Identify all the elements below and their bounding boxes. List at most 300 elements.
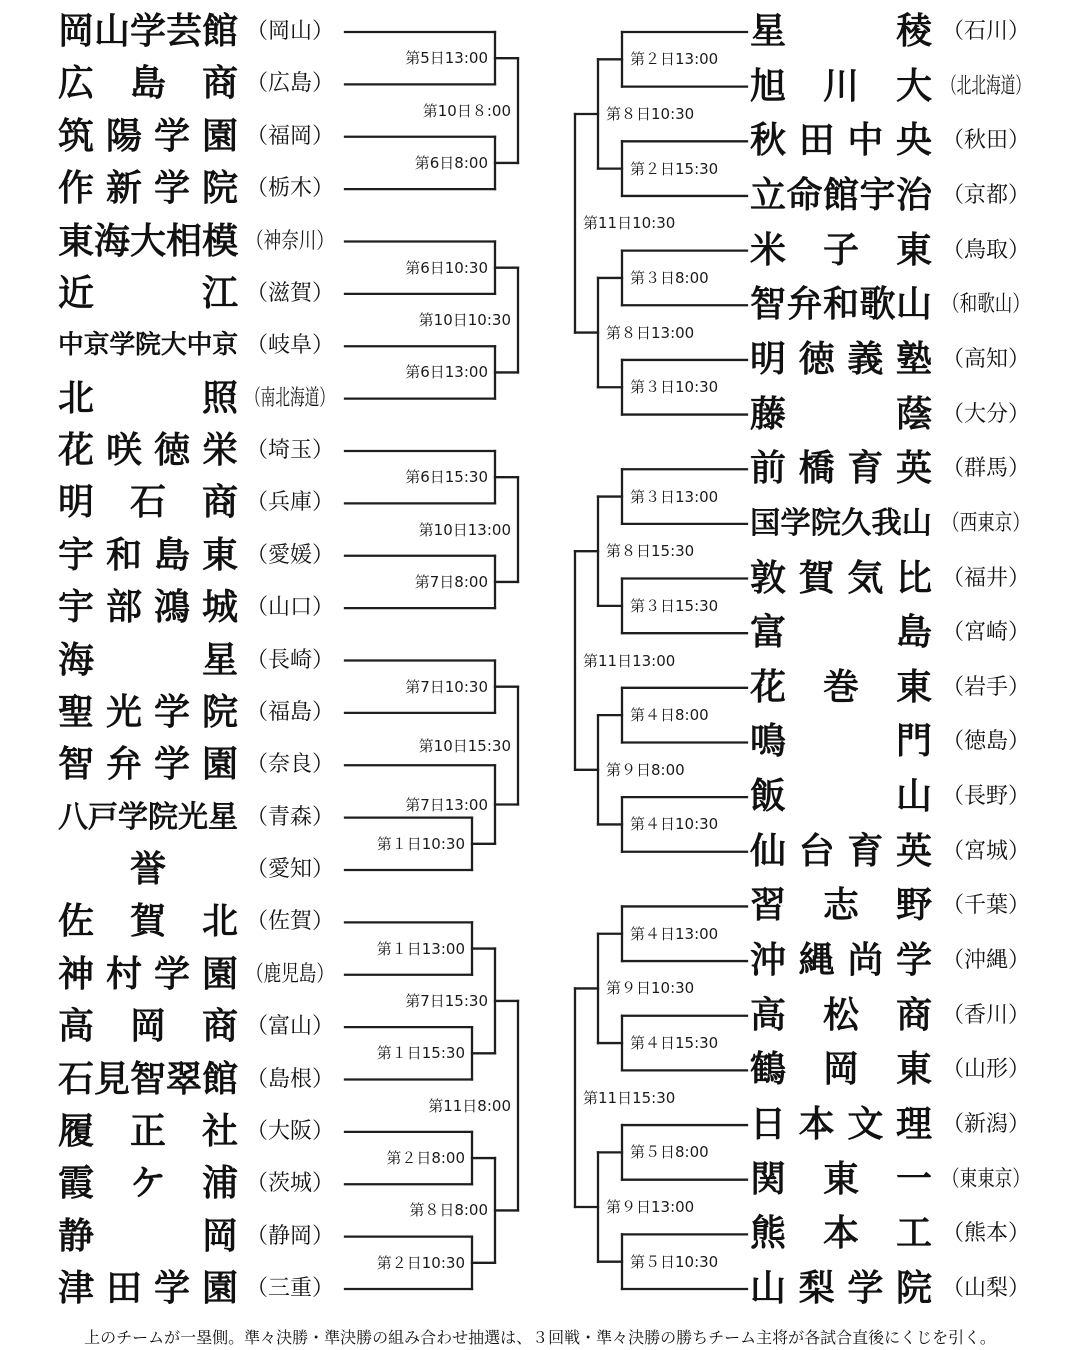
team-name-char: 岡 bbox=[822, 1049, 859, 1091]
team-name-char: 浦 bbox=[201, 1163, 238, 1205]
team-prefecture bbox=[942, 126, 1030, 156]
team-name-char: 園 bbox=[201, 115, 238, 157]
prefecture-label: （埼玉） bbox=[246, 438, 335, 463]
prefecture-label: （北北海道） bbox=[942, 73, 1031, 99]
team-name-char: 学 bbox=[153, 1268, 190, 1309]
team-name bbox=[750, 830, 932, 874]
prefecture-label: （群馬） bbox=[942, 456, 1031, 482]
team-name-char: 戸 bbox=[88, 799, 118, 835]
match-time-label: 第８日13:00 bbox=[606, 323, 695, 342]
team-name-char: 央 bbox=[895, 120, 932, 162]
team-name-char: 治 bbox=[895, 174, 932, 216]
team-name-char: 沖 bbox=[750, 940, 787, 982]
team-name-char: 静 bbox=[58, 1215, 95, 1257]
team-name-char: 岡 bbox=[58, 11, 95, 52]
match-time-label: 第7日15:30 bbox=[405, 991, 488, 1010]
footer-note: 上のチームが一塁側。準々決勝・準決勝の組み合わせ抽選は、３回戦・準々決勝の勝ちチーム主将が各試合直後にくじを引く。 bbox=[84, 1328, 996, 1347]
match-time-label: 第11日8:00 bbox=[428, 1096, 511, 1115]
team-name-char: 大 bbox=[130, 220, 167, 262]
team-name-char: 正 bbox=[129, 1110, 166, 1152]
team-name bbox=[750, 283, 932, 327]
team-name-char: 園 bbox=[201, 953, 238, 995]
team-name bbox=[750, 775, 932, 819]
team-name-char: 子 bbox=[822, 229, 859, 271]
team-name-char: 熊 bbox=[750, 1213, 787, 1255]
team-name-char: 学 bbox=[895, 940, 932, 982]
team-name-char: 宇 bbox=[58, 587, 95, 629]
match-time-label: 第３日8:00 bbox=[630, 268, 709, 287]
team-name-char: 新 bbox=[105, 168, 142, 210]
match-time-label: 第10日８:00 bbox=[422, 101, 511, 120]
team-name-char: 光 bbox=[178, 799, 208, 835]
team-prefecture bbox=[942, 618, 1030, 648]
team-name-char: 藤 bbox=[750, 393, 787, 435]
team-name bbox=[750, 884, 932, 928]
team-name-char: 学 bbox=[130, 11, 167, 52]
team-name-char: 院 bbox=[895, 1268, 932, 1309]
team-name-char: 東 bbox=[822, 1158, 859, 1200]
team-name-char: 北 bbox=[201, 901, 238, 943]
team-name bbox=[750, 666, 932, 710]
team-name-char: 誉 bbox=[129, 849, 166, 890]
match-time-label: 第５日8:00 bbox=[630, 1143, 709, 1162]
team-name-char: 明 bbox=[750, 338, 787, 380]
team-name-char: 習 bbox=[750, 885, 787, 927]
team-name-char: 歌 bbox=[859, 284, 896, 326]
team-name-char: 花 bbox=[750, 666, 787, 708]
prefecture-label: （大阪） bbox=[246, 1118, 335, 1144]
prefecture-label: （岐阜） bbox=[246, 333, 335, 359]
team-name-char: 芸 bbox=[166, 11, 203, 52]
team-name bbox=[750, 338, 932, 382]
team-name-char: 比 bbox=[895, 557, 932, 599]
match-time-label: 第１日10:30 bbox=[376, 834, 465, 853]
team-name-char: 咲 bbox=[105, 430, 142, 471]
team-prefecture bbox=[942, 1110, 1030, 1140]
team-name-char: 岡 bbox=[201, 1215, 238, 1257]
team-name-char: 島 bbox=[895, 612, 932, 654]
team-name-char: 聖 bbox=[58, 691, 95, 733]
team-name bbox=[750, 939, 932, 983]
prefecture-label: （青森） bbox=[246, 804, 335, 830]
team-name-char: 和 bbox=[822, 284, 859, 326]
team-name-char: 山 bbox=[895, 284, 932, 326]
team-name-char: 星 bbox=[201, 639, 238, 681]
match-time-label: 第２日8:00 bbox=[386, 1149, 465, 1168]
team-name-char: 本 bbox=[798, 1104, 835, 1146]
team-name-char: 志 bbox=[822, 885, 859, 927]
team-name-char: 石 bbox=[58, 1058, 95, 1100]
match-time-label: 第３日15:30 bbox=[630, 596, 719, 615]
team-name-char: 門 bbox=[895, 721, 932, 763]
prefecture-label: （長野） bbox=[942, 784, 1031, 810]
team-prefecture bbox=[942, 454, 1030, 484]
team-name-char: 村 bbox=[105, 953, 142, 995]
team-name-char: 照 bbox=[201, 377, 238, 419]
team-name-char: 仙 bbox=[750, 830, 787, 872]
team-name-char: 育 bbox=[847, 448, 884, 490]
prefecture-label: （鹿児島） bbox=[246, 961, 335, 987]
team-name-char: 津 bbox=[58, 1268, 95, 1309]
team-name bbox=[750, 1048, 932, 1092]
team-name-char: 見 bbox=[94, 1058, 131, 1100]
match-time-label: 第6日15:30 bbox=[405, 468, 488, 487]
team-name-char: 京 bbox=[212, 330, 239, 361]
match-time-label: 第10日13:00 bbox=[418, 520, 511, 539]
team-name-char: 筑 bbox=[58, 115, 95, 157]
team-name bbox=[750, 119, 932, 163]
match-time-label: 第８日10:30 bbox=[606, 104, 695, 123]
team-name-char: 院 bbox=[201, 168, 238, 210]
team-name-char: 学 bbox=[847, 1268, 884, 1309]
team-name-char: 山 bbox=[901, 505, 932, 541]
team-name-char: 橋 bbox=[798, 448, 835, 490]
prefecture-label: （沖縄） bbox=[942, 948, 1031, 974]
prefecture-label: （栃木） bbox=[246, 176, 335, 202]
team-name-char: 梨 bbox=[798, 1268, 835, 1309]
team-prefecture bbox=[942, 509, 1030, 539]
prefecture-label: （鳥取） bbox=[942, 237, 1031, 263]
team-name bbox=[750, 447, 932, 491]
team-prefecture bbox=[942, 564, 1030, 594]
team-name-char: 霞 bbox=[58, 1163, 95, 1205]
team-name-char: 弁 bbox=[786, 284, 823, 326]
team-name-char: 東 bbox=[895, 666, 932, 708]
team-name-char: 我 bbox=[871, 505, 902, 541]
team-name-char: 学 bbox=[153, 691, 190, 733]
prefecture-label: （富山） bbox=[246, 1014, 335, 1040]
team-name-char: 星 bbox=[750, 11, 787, 52]
team-name-char: 園 bbox=[201, 1268, 238, 1309]
team-name-char: 台 bbox=[798, 830, 835, 872]
team-name-char: 広 bbox=[58, 63, 95, 105]
team-name-char: 英 bbox=[895, 448, 932, 490]
match-time-label: 第２日13:00 bbox=[630, 50, 719, 69]
prefecture-label: （奈良） bbox=[246, 752, 335, 778]
team-name bbox=[750, 10, 932, 54]
team-prefecture bbox=[942, 891, 1030, 921]
match-time-label: 第１日13:00 bbox=[376, 939, 465, 958]
team-name-char: 国 bbox=[750, 505, 781, 541]
prefecture-label: （広島） bbox=[246, 71, 335, 97]
team-prefecture bbox=[942, 1219, 1030, 1249]
team-prefecture bbox=[942, 1055, 1030, 1085]
team-name-char: 中 bbox=[847, 120, 884, 162]
team-name-char: 学 bbox=[109, 330, 136, 361]
prefecture-label: （岩手） bbox=[942, 674, 1031, 700]
prefecture-label: （徳島） bbox=[942, 729, 1031, 755]
team-name-char: 北 bbox=[58, 377, 95, 419]
team-name-char: 本 bbox=[822, 1213, 859, 1255]
match-time-label: 第6日8:00 bbox=[414, 153, 488, 172]
team-prefecture bbox=[942, 72, 1030, 102]
prefecture-label: （岡山） bbox=[246, 19, 335, 44]
team-name-char: 海 bbox=[94, 220, 131, 262]
prefecture-label: （福井） bbox=[942, 565, 1031, 591]
team-name-char: 飯 bbox=[750, 776, 787, 818]
team-name-char: 星 bbox=[208, 799, 238, 835]
match-time-label: 第８日15:30 bbox=[606, 542, 695, 561]
team-name-char: 縄 bbox=[798, 940, 835, 982]
team-name-char: 学 bbox=[153, 744, 190, 786]
team-name-char: 花 bbox=[58, 430, 95, 471]
team-name-char: 旭 bbox=[750, 65, 787, 107]
team-name-char: 学 bbox=[153, 953, 190, 995]
team-name-char: 野 bbox=[895, 885, 932, 927]
match-time-label: 第7日8:00 bbox=[414, 572, 488, 591]
team-name-char: 川 bbox=[822, 65, 859, 107]
prefecture-label: （愛媛） bbox=[246, 542, 335, 568]
team-prefecture bbox=[942, 17, 1030, 47]
prefecture-label: （神奈川） bbox=[246, 228, 335, 254]
team-name-char: 院 bbox=[148, 799, 178, 835]
team-name-char: 社 bbox=[201, 1110, 238, 1152]
team-name-char: 英 bbox=[895, 830, 932, 872]
match-time-label: 第11日10:30 bbox=[583, 214, 676, 233]
match-time-label: 第８日8:00 bbox=[409, 1201, 488, 1220]
team-name-char: 宇 bbox=[58, 534, 95, 576]
prefecture-label: （大分） bbox=[942, 401, 1031, 427]
prefecture-label: （滋賀） bbox=[246, 280, 335, 306]
match-time-label: 第7日13:00 bbox=[405, 795, 488, 814]
team-prefecture bbox=[942, 727, 1030, 757]
team-name-char: 商 bbox=[895, 994, 932, 1036]
prefecture-label: （三重） bbox=[246, 1276, 335, 1301]
team-name-char: 神 bbox=[58, 953, 95, 995]
prefecture-label: （山口） bbox=[246, 595, 335, 621]
team-name-char: 明 bbox=[58, 482, 95, 524]
match-time-label: 第5日13:00 bbox=[405, 49, 488, 68]
team-name-char: 館 bbox=[202, 1058, 239, 1100]
team-name bbox=[750, 502, 932, 546]
team-name-char: 関 bbox=[750, 1158, 787, 1200]
prefecture-label: （南北海道） bbox=[246, 385, 335, 411]
team-prefecture bbox=[942, 400, 1030, 430]
team-name-char: 宇 bbox=[859, 174, 896, 216]
prefecture-label: （秋田） bbox=[942, 128, 1031, 154]
prefecture-label: （宮崎） bbox=[942, 620, 1031, 646]
team-name-char: 相 bbox=[166, 220, 203, 262]
team-name-char: 一 bbox=[895, 1158, 932, 1200]
match-time-label: 第４日8:00 bbox=[630, 706, 709, 725]
team-name-char: 佐 bbox=[58, 901, 95, 943]
team-name-char: 翠 bbox=[166, 1058, 203, 1100]
team-name-char: 前 bbox=[750, 448, 787, 490]
team-name-char: 光 bbox=[105, 691, 142, 733]
prefecture-label: （静岡） bbox=[246, 1223, 335, 1249]
team-name-char: 敦 bbox=[750, 557, 787, 599]
team-name-char: 巻 bbox=[822, 666, 859, 708]
team-prefecture bbox=[942, 946, 1030, 976]
team-name-char: 智 bbox=[130, 1058, 167, 1100]
team-name bbox=[750, 611, 932, 655]
match-time-label: 第３日13:00 bbox=[630, 487, 719, 506]
team-name-char: 院 bbox=[201, 691, 238, 733]
team-name-char: 育 bbox=[847, 830, 884, 872]
team-name-char: 岡 bbox=[129, 1006, 166, 1048]
team-name-char: 弁 bbox=[105, 744, 142, 786]
team-name bbox=[750, 1103, 932, 1147]
prefecture-label: （石川） bbox=[942, 19, 1031, 44]
team-prefecture bbox=[942, 1001, 1030, 1031]
prefecture-label: （熊本） bbox=[942, 1221, 1031, 1247]
match-time-label: 第５日10:30 bbox=[630, 1252, 719, 1271]
team-name-char: 山 bbox=[895, 776, 932, 818]
match-time-label: 第10日15:30 bbox=[418, 736, 511, 755]
team-name-char: 山 bbox=[750, 1268, 787, 1309]
team-name-char: 東 bbox=[895, 229, 932, 271]
team-name-char: 松 bbox=[822, 994, 859, 1036]
team-name-char: 中 bbox=[186, 330, 213, 361]
team-name-char: 海 bbox=[58, 639, 95, 681]
team-name-char: 蔭 bbox=[895, 393, 932, 435]
team-name-char: 鳴 bbox=[750, 721, 787, 763]
team-name-char: 義 bbox=[847, 338, 884, 380]
team-name-char: 尚 bbox=[847, 940, 884, 982]
team-name-char: 東 bbox=[895, 1049, 932, 1091]
team-name-char: 商 bbox=[201, 63, 238, 105]
team-name-char: 石 bbox=[129, 482, 166, 524]
prefecture-label: （香川） bbox=[942, 1002, 1031, 1028]
team-prefecture bbox=[942, 782, 1030, 812]
team-name-char: 理 bbox=[895, 1104, 932, 1146]
match-time-label: 第11日15:30 bbox=[583, 1088, 676, 1107]
team-prefecture bbox=[942, 181, 1030, 211]
team-name-char: 鴻 bbox=[153, 587, 190, 629]
team-name-char: 文 bbox=[847, 1104, 884, 1146]
team-name-char: 高 bbox=[750, 994, 787, 1036]
team-name-char: 履 bbox=[58, 1110, 95, 1152]
team-name-char: 商 bbox=[201, 482, 238, 524]
team-name-char: 秋 bbox=[750, 120, 787, 162]
match-time-label: 第6日10:30 bbox=[405, 258, 488, 277]
team-name-char: 日 bbox=[750, 1104, 787, 1146]
prefecture-label: （茨城） bbox=[246, 1171, 335, 1197]
team-name-char: 学 bbox=[153, 115, 190, 157]
team-name-char: 江 bbox=[201, 272, 238, 314]
team-name-char: 模 bbox=[202, 220, 239, 262]
team-prefecture bbox=[942, 673, 1030, 703]
team-prefecture bbox=[942, 1165, 1030, 1195]
team-name-char: 東 bbox=[58, 220, 95, 262]
team-prefecture bbox=[942, 290, 1030, 320]
team-name-char: 智 bbox=[750, 284, 787, 326]
prefecture-label: （兵庫） bbox=[246, 490, 335, 516]
prefecture-label: （福島） bbox=[246, 699, 335, 725]
team-name bbox=[750, 174, 932, 218]
team-name-char: 田 bbox=[798, 120, 835, 162]
prefecture-label: （新潟） bbox=[942, 1112, 1031, 1138]
prefecture-label: （京都） bbox=[942, 182, 1031, 208]
prefecture-label: （福岡） bbox=[246, 123, 335, 149]
team-name-char: 東 bbox=[201, 534, 238, 576]
match-time-label: 第９日13:00 bbox=[606, 1198, 695, 1217]
prefecture-label: （佐賀） bbox=[246, 909, 335, 935]
match-time-label: 第４日13:00 bbox=[630, 924, 719, 943]
team-name-char: 学 bbox=[153, 168, 190, 210]
prefecture-label: （愛知） bbox=[246, 857, 335, 882]
match-time-label: 第４日15:30 bbox=[630, 1034, 719, 1053]
match-time-label: 第7日10:30 bbox=[405, 677, 488, 696]
team-name-char: 学 bbox=[780, 505, 811, 541]
team-name-char: 山 bbox=[94, 11, 131, 52]
match-time-label: 第９日8:00 bbox=[606, 760, 685, 779]
team-name bbox=[750, 720, 932, 764]
team-name-char: 田 bbox=[105, 1268, 142, 1309]
prefecture-label: （長崎） bbox=[246, 647, 335, 673]
match-time-label: 第10日10:30 bbox=[418, 311, 511, 330]
team-name-char: 学 bbox=[118, 799, 148, 835]
team-name-char: 院 bbox=[810, 505, 841, 541]
team-name-char: 米 bbox=[750, 229, 787, 271]
team-name-char: 作 bbox=[58, 168, 95, 210]
team-name bbox=[750, 65, 932, 109]
match-time-label: 第２日10:30 bbox=[376, 1253, 465, 1272]
team-prefecture bbox=[942, 837, 1030, 867]
team-name-char: 塾 bbox=[895, 338, 932, 380]
team-name-char: 商 bbox=[201, 1006, 238, 1048]
prefecture-label: （山形） bbox=[942, 1057, 1031, 1083]
prefecture-label: （東東京） bbox=[942, 1166, 1031, 1192]
team-prefecture bbox=[942, 345, 1030, 375]
match-time-label: 第２日15:30 bbox=[630, 159, 719, 178]
team-name-char: 鶴 bbox=[750, 1049, 787, 1091]
match-time-label: 第４日10:30 bbox=[630, 815, 719, 834]
team-name-char: 館 bbox=[202, 11, 239, 52]
team-name-char: 園 bbox=[201, 744, 238, 786]
team-name bbox=[750, 393, 932, 437]
match-time-label: 第３日10:30 bbox=[630, 378, 719, 397]
team-name-char: 和 bbox=[105, 534, 142, 576]
prefecture-label: （西東京） bbox=[942, 510, 1031, 536]
prefecture-label: （千葉） bbox=[942, 893, 1031, 919]
team-name-char: ケ bbox=[129, 1163, 166, 1205]
team-name-char: 館 bbox=[822, 174, 859, 216]
team-name-char: 栄 bbox=[201, 430, 238, 471]
match-time-label: 第９日10:30 bbox=[606, 979, 695, 998]
team-name-char: 久 bbox=[840, 505, 872, 541]
team-name-char: 賀 bbox=[129, 901, 166, 943]
team-name-char: 稜 bbox=[895, 11, 932, 52]
team-name-char: 富 bbox=[750, 612, 787, 654]
team-name-char: 中 bbox=[58, 330, 84, 361]
team-name-char: 城 bbox=[201, 587, 238, 629]
team-name-char: 島 bbox=[129, 63, 166, 105]
match-time-label: 第11日13:00 bbox=[583, 651, 676, 670]
team-name-char: 智 bbox=[58, 744, 95, 786]
team-name-char: 陽 bbox=[105, 115, 142, 157]
team-name-char: 気 bbox=[847, 557, 884, 599]
team-name bbox=[750, 1158, 932, 1202]
team-name-char: 島 bbox=[153, 534, 190, 576]
prefecture-label: （宮城） bbox=[942, 838, 1031, 864]
prefecture-label: （山梨） bbox=[942, 1276, 1031, 1301]
team-name-char: 京 bbox=[83, 330, 110, 361]
team-name-char: 高 bbox=[58, 1006, 95, 1048]
team-prefecture bbox=[942, 1274, 1030, 1304]
team-name-char: 工 bbox=[895, 1213, 932, 1255]
team-name bbox=[750, 557, 932, 601]
prefecture-label: （高知） bbox=[942, 346, 1031, 372]
team-name-char: 徳 bbox=[153, 430, 190, 471]
team-name-char: 八 bbox=[58, 799, 88, 835]
team-prefecture bbox=[942, 236, 1030, 266]
match-time-label: 第１日15:30 bbox=[376, 1044, 465, 1063]
team-name-char: 立 bbox=[750, 174, 787, 216]
team-name bbox=[750, 229, 932, 273]
team-name-char: 徳 bbox=[798, 338, 835, 380]
match-time-label: 第6日13:00 bbox=[405, 363, 488, 382]
